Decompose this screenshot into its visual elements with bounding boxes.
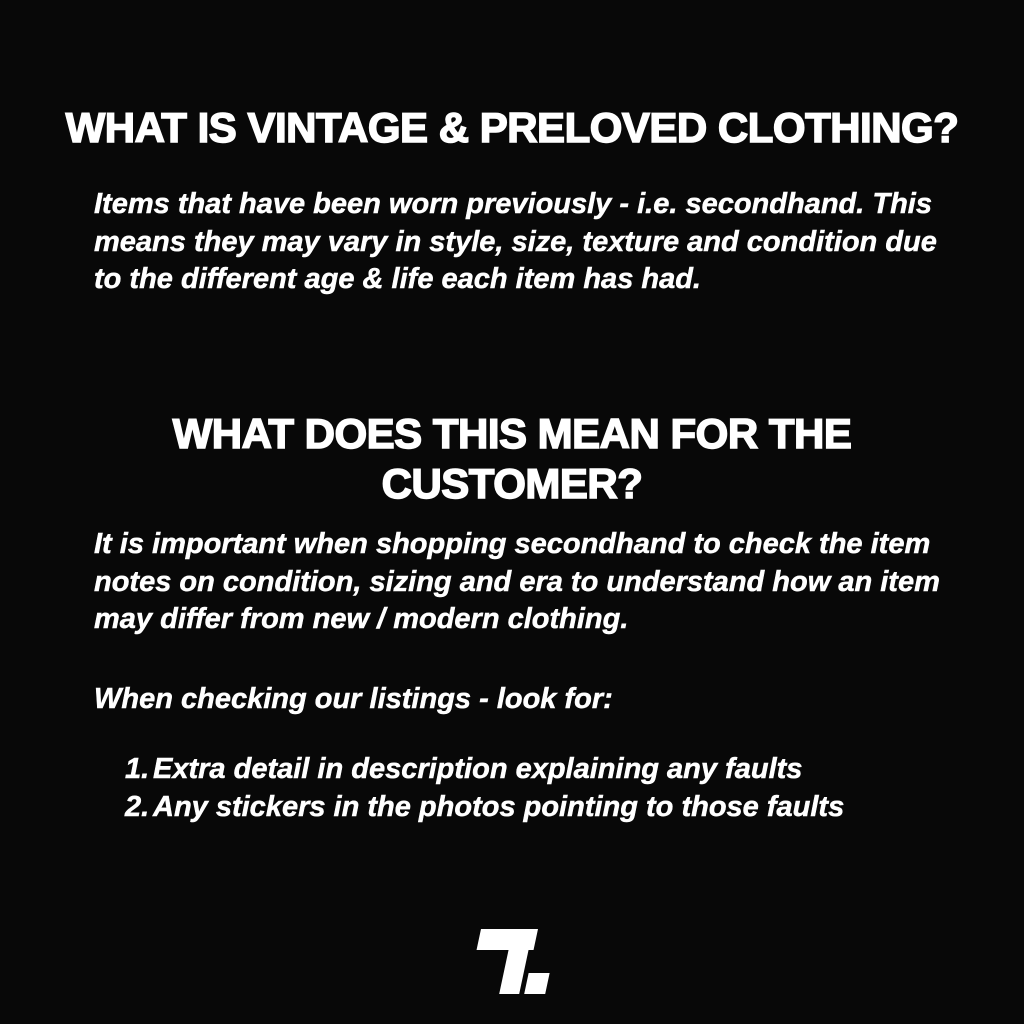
- list-item-text: Any stickers in the photos pointing to those faults: [153, 790, 845, 823]
- list-item: [125, 751, 844, 789]
- section-title-customer: [0, 409, 1024, 509]
- fault-checklist: [125, 751, 844, 826]
- intro-line: Items that have been worn previously - i.e. secondhand. This: [94, 188, 932, 220]
- list-item-number: 2.: [125, 790, 150, 823]
- page-title: WHAT IS VINTAGE & PRELOVED CLOTHING?: [65, 104, 959, 152]
- intro-paragraph: [94, 186, 937, 299]
- section-title-line: CUSTOMER?: [381, 459, 643, 507]
- list-item-text: Extra detail in description explaining any faults: [153, 753, 803, 785]
- customer-info-line: notes on condition, sizing and era to understand how an item: [94, 565, 940, 598]
- customer-info-paragraph: [94, 526, 940, 639]
- list-item-number: 1.: [125, 753, 150, 785]
- t-dot-logo-icon: [473, 929, 551, 995]
- intro-line: to the different age & life each item has had.: [94, 263, 701, 295]
- list-item: [125, 789, 844, 827]
- brand-logo: [473, 929, 551, 995]
- section-title-line: WHAT DOES THIS MEAN FOR THE: [172, 409, 852, 457]
- customer-info-line: It is important when shopping secondhand to check the item: [94, 528, 931, 560]
- intro-line: means they may vary in style, size, texture and condition due: [94, 225, 937, 258]
- listings-intro-text: When checking our listings - look for:: [94, 683, 613, 715]
- customer-info-line: may differ from new / modern clothing.: [94, 603, 629, 635]
